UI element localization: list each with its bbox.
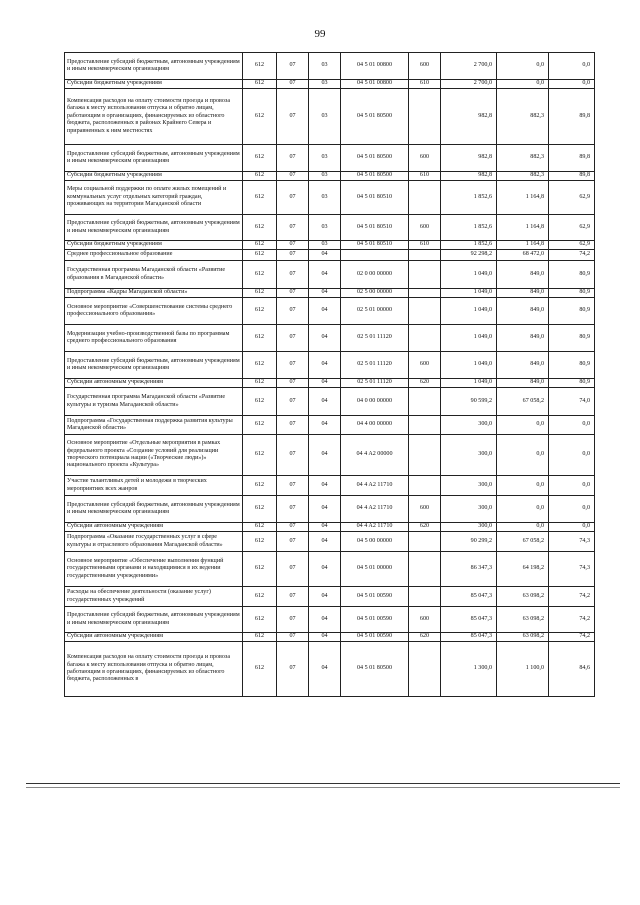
row-section: 07 bbox=[277, 587, 309, 607]
row-executed: 0,0 bbox=[497, 476, 549, 496]
row-target-code: 04 5 01 80510 bbox=[341, 215, 409, 241]
row-planned: 1 049,0 bbox=[441, 261, 497, 289]
row-expense-type bbox=[409, 416, 441, 435]
row-executed: 0,0 bbox=[497, 496, 549, 523]
table-row bbox=[65, 289, 595, 298]
row-name: Среднее профессиональное образование bbox=[65, 250, 243, 261]
row-ved: 612 bbox=[243, 215, 277, 241]
table-row bbox=[65, 250, 595, 261]
table-row bbox=[65, 325, 595, 352]
row-section: 07 bbox=[277, 642, 309, 697]
row-section: 07 bbox=[277, 145, 309, 172]
row-executed: 0,0 bbox=[497, 53, 549, 80]
row-ved: 612 bbox=[243, 435, 277, 476]
row-subsection: 03 bbox=[309, 145, 341, 172]
row-target-code: 04 5 01 80500 bbox=[341, 172, 409, 181]
row-expense-type bbox=[409, 388, 441, 416]
row-subsection: 03 bbox=[309, 89, 341, 145]
row-subsection: 04 bbox=[309, 416, 341, 435]
row-percent: 0,0 bbox=[549, 476, 595, 496]
row-planned: 2 700,0 bbox=[441, 80, 497, 89]
row-subsection: 03 bbox=[309, 80, 341, 89]
row-percent: 0,0 bbox=[549, 53, 595, 80]
row-ved: 612 bbox=[243, 476, 277, 496]
row-target-code: 04 5 01 00800 bbox=[341, 80, 409, 89]
row-executed: 849,0 bbox=[497, 379, 549, 388]
row-planned: 982,8 bbox=[441, 145, 497, 172]
row-name: Компенсация расходов на оплату стоимости проезда и провоза багажа к месту использования отпуска и обратно лицам, работающим в организациях, финансируемых из областного бюджета, расположенных в районах Крайнего Севера и приравненных к ним местностях bbox=[65, 89, 243, 145]
footer-rule bbox=[26, 783, 620, 784]
row-expense-type: 600 bbox=[409, 53, 441, 80]
page-number: 99 bbox=[314, 28, 326, 40]
row-percent: 80,9 bbox=[549, 325, 595, 352]
row-expense-type: 600 bbox=[409, 145, 441, 172]
row-expense-type bbox=[409, 298, 441, 325]
row-ved: 612 bbox=[243, 53, 277, 80]
row-ved: 612 bbox=[243, 250, 277, 261]
row-subsection: 03 bbox=[309, 215, 341, 241]
row-executed: 0,0 bbox=[497, 416, 549, 435]
row-percent: 0,0 bbox=[549, 523, 595, 532]
row-planned: 300,0 bbox=[441, 435, 497, 476]
row-expense-type: 600 bbox=[409, 607, 441, 633]
row-target-code: 04 5 01 80510 bbox=[341, 241, 409, 250]
row-target-code: 04 4 A2 11710 bbox=[341, 496, 409, 523]
row-subsection: 04 bbox=[309, 289, 341, 298]
row-ved: 612 bbox=[243, 532, 277, 552]
table-row bbox=[65, 379, 595, 388]
row-expense-type: 620 bbox=[409, 523, 441, 532]
row-planned: 85 047,3 bbox=[441, 633, 497, 642]
row-expense-type: 620 bbox=[409, 379, 441, 388]
row-target-code: 04 5 01 00800 bbox=[341, 53, 409, 80]
row-executed: 1 164,8 bbox=[497, 181, 549, 215]
row-planned: 90 599,2 bbox=[441, 388, 497, 416]
row-section: 07 bbox=[277, 261, 309, 289]
row-percent: 84,6 bbox=[549, 642, 595, 697]
row-expense-type bbox=[409, 532, 441, 552]
table-row bbox=[65, 435, 595, 476]
row-executed: 849,0 bbox=[497, 325, 549, 352]
row-executed: 882,3 bbox=[497, 89, 549, 145]
row-executed: 1 164,8 bbox=[497, 215, 549, 241]
budget-table bbox=[64, 52, 595, 697]
row-name: Субсидии бюджетным учреждениям bbox=[65, 80, 243, 89]
row-name: Основное мероприятие «Отдельные мероприятия в рамках федерального проекта «Создание условий для реализации творческого потенциала нации («Творческие люди»)» национального проекта «Культура» bbox=[65, 435, 243, 476]
row-executed: 63 098,2 bbox=[497, 587, 549, 607]
row-subsection: 03 bbox=[309, 53, 341, 80]
row-expense-type bbox=[409, 642, 441, 697]
row-planned: 85 047,3 bbox=[441, 607, 497, 633]
row-name: Субсидии автономным учреждениям bbox=[65, 633, 243, 642]
row-subsection: 04 bbox=[309, 352, 341, 379]
row-percent: 74,0 bbox=[549, 388, 595, 416]
row-name: Предоставление субсидий бюджетным, автономным учреждениям и иным некоммерческим организациям bbox=[65, 145, 243, 172]
row-planned: 1 049,0 bbox=[441, 379, 497, 388]
table-row bbox=[65, 476, 595, 496]
row-subsection: 04 bbox=[309, 607, 341, 633]
table-row bbox=[65, 80, 595, 89]
row-name: Субсидии бюджетным учреждениям bbox=[65, 241, 243, 250]
row-target-code: 04 4 A2 11710 bbox=[341, 476, 409, 496]
row-percent: 74,2 bbox=[549, 250, 595, 261]
row-expense-type: 620 bbox=[409, 633, 441, 642]
table-row bbox=[65, 416, 595, 435]
row-subsection: 04 bbox=[309, 642, 341, 697]
row-name: Субсидии автономным учреждениям bbox=[65, 379, 243, 388]
row-name: Компенсация расходов на оплату стоимости проезда и провоза багажа к месту использования отпуска и обратно лицам, работающим в организациях, финансируемых из областного бюджета, расположенных в bbox=[65, 642, 243, 697]
row-subsection: 04 bbox=[309, 379, 341, 388]
row-ved: 612 bbox=[243, 496, 277, 523]
table-body bbox=[65, 53, 595, 697]
row-name: Основное мероприятие «Обеспечение выполнения функций государственными органами и находящимися в их ведении государственными учреждениями» bbox=[65, 552, 243, 587]
row-executed: 67 058,2 bbox=[497, 388, 549, 416]
row-target-code: 04 5 01 80500 bbox=[341, 145, 409, 172]
row-planned: 86 347,3 bbox=[441, 552, 497, 587]
row-target-code: 02 5 01 11120 bbox=[341, 379, 409, 388]
row-name: Субсидии бюджетным учреждениям bbox=[65, 172, 243, 181]
row-ved: 612 bbox=[243, 80, 277, 89]
table-row bbox=[65, 532, 595, 552]
row-section: 07 bbox=[277, 633, 309, 642]
row-name: Участие талантливых детей и молодежи в творческих мероприятиях всех жанров bbox=[65, 476, 243, 496]
row-planned: 1 852,6 bbox=[441, 181, 497, 215]
row-name: Предоставление субсидий бюджетным, автономным учреждениям и иным некоммерческим организациям bbox=[65, 215, 243, 241]
table-row bbox=[65, 552, 595, 587]
row-executed: 63 098,2 bbox=[497, 633, 549, 642]
row-expense-type bbox=[409, 476, 441, 496]
row-percent: 74,2 bbox=[549, 633, 595, 642]
row-subsection: 04 bbox=[309, 633, 341, 642]
row-subsection: 03 bbox=[309, 181, 341, 215]
row-ved: 612 bbox=[243, 633, 277, 642]
row-subsection: 04 bbox=[309, 476, 341, 496]
row-ved: 612 bbox=[243, 181, 277, 215]
row-section: 07 bbox=[277, 523, 309, 532]
row-subsection: 04 bbox=[309, 552, 341, 587]
row-expense-type bbox=[409, 261, 441, 289]
row-section: 07 bbox=[277, 476, 309, 496]
row-executed: 63 098,2 bbox=[497, 607, 549, 633]
row-executed: 849,0 bbox=[497, 298, 549, 325]
row-section: 07 bbox=[277, 532, 309, 552]
row-planned: 982,8 bbox=[441, 172, 497, 181]
row-expense-type bbox=[409, 587, 441, 607]
row-subsection: 04 bbox=[309, 388, 341, 416]
row-ved: 612 bbox=[243, 552, 277, 587]
row-target-code: 04 5 01 80500 bbox=[341, 89, 409, 145]
row-percent: 74,3 bbox=[549, 552, 595, 587]
row-name: Предоставление субсидий бюджетным, автономным учреждениям и иным некоммерческим организациям bbox=[65, 607, 243, 633]
row-name: Предоставление субсидий бюджетным, автономным учреждениям и иным некоммерческим организациям bbox=[65, 496, 243, 523]
row-ved: 612 bbox=[243, 289, 277, 298]
row-ved: 612 bbox=[243, 379, 277, 388]
table-row bbox=[65, 388, 595, 416]
row-planned: 300,0 bbox=[441, 496, 497, 523]
table-row bbox=[65, 607, 595, 633]
row-target-code: 02 5 00 00000 bbox=[341, 289, 409, 298]
row-subsection: 03 bbox=[309, 172, 341, 181]
row-executed: 0,0 bbox=[497, 435, 549, 476]
row-ved: 612 bbox=[243, 325, 277, 352]
row-executed: 0,0 bbox=[497, 80, 549, 89]
row-ved: 612 bbox=[243, 642, 277, 697]
row-target-code: 02 0 00 00000 bbox=[341, 261, 409, 289]
row-executed: 1 164,8 bbox=[497, 241, 549, 250]
row-target-code: 04 5 01 00590 bbox=[341, 633, 409, 642]
row-percent: 80,9 bbox=[549, 289, 595, 298]
row-planned: 1 300,0 bbox=[441, 642, 497, 697]
row-section: 07 bbox=[277, 250, 309, 261]
row-target-code: 04 5 01 00000 bbox=[341, 552, 409, 587]
table-row bbox=[65, 215, 595, 241]
row-percent: 0,0 bbox=[549, 80, 595, 89]
row-planned: 1 049,0 bbox=[441, 289, 497, 298]
row-section: 07 bbox=[277, 416, 309, 435]
row-ved: 612 bbox=[243, 607, 277, 633]
row-planned: 300,0 bbox=[441, 523, 497, 532]
table-row bbox=[65, 298, 595, 325]
table-row bbox=[65, 261, 595, 289]
table-row bbox=[65, 642, 595, 697]
row-name: Субсидии автономным учреждениям bbox=[65, 523, 243, 532]
row-executed: 64 198,2 bbox=[497, 552, 549, 587]
row-executed: 67 058,2 bbox=[497, 532, 549, 552]
row-expense-type: 600 bbox=[409, 215, 441, 241]
row-subsection: 04 bbox=[309, 298, 341, 325]
row-percent: 0,0 bbox=[549, 416, 595, 435]
row-executed: 882,3 bbox=[497, 172, 549, 181]
row-target-code: 04 5 01 00590 bbox=[341, 587, 409, 607]
row-ved: 612 bbox=[243, 298, 277, 325]
row-executed: 849,0 bbox=[497, 261, 549, 289]
row-ved: 612 bbox=[243, 587, 277, 607]
row-subsection: 04 bbox=[309, 325, 341, 352]
row-planned: 1 852,6 bbox=[441, 241, 497, 250]
row-name: Расходы на обеспечение деятельности (оказание услуг) государственных учреждений bbox=[65, 587, 243, 607]
row-name: Модернизация учебно-производственной базы по программам среднего профессионального образования bbox=[65, 325, 243, 352]
row-percent: 62,9 bbox=[549, 241, 595, 250]
row-section: 07 bbox=[277, 607, 309, 633]
row-subsection: 04 bbox=[309, 435, 341, 476]
footer-rule-thin bbox=[26, 787, 620, 788]
row-name: Государственная программа Магаданской области «Развитие образования в Магаданской области» bbox=[65, 261, 243, 289]
row-expense-type bbox=[409, 289, 441, 298]
row-percent: 80,9 bbox=[549, 261, 595, 289]
row-executed: 68 472,0 bbox=[497, 250, 549, 261]
row-expense-type bbox=[409, 181, 441, 215]
row-percent: 80,9 bbox=[549, 298, 595, 325]
row-percent: 74,2 bbox=[549, 587, 595, 607]
row-ved: 612 bbox=[243, 145, 277, 172]
row-name: Подпрограмма «Кадры Магаданской области» bbox=[65, 289, 243, 298]
row-expense-type bbox=[409, 250, 441, 261]
row-expense-type: 600 bbox=[409, 352, 441, 379]
row-target-code: 04 5 00 00000 bbox=[341, 532, 409, 552]
row-section: 07 bbox=[277, 289, 309, 298]
row-target-code bbox=[341, 250, 409, 261]
row-planned: 2 700,0 bbox=[441, 53, 497, 80]
row-expense-type: 610 bbox=[409, 172, 441, 181]
row-planned: 1 049,0 bbox=[441, 325, 497, 352]
row-name: Меры социальной поддержки по оплате жилых помещений и коммунальных услуг отдельных категорий граждан, проживающих на территории Магаданской области bbox=[65, 181, 243, 215]
row-percent: 74,2 bbox=[549, 607, 595, 633]
row-section: 07 bbox=[277, 388, 309, 416]
table-row bbox=[65, 181, 595, 215]
row-expense-type: 600 bbox=[409, 496, 441, 523]
row-percent: 0,0 bbox=[549, 435, 595, 476]
row-executed: 1 100,0 bbox=[497, 642, 549, 697]
row-planned: 1 852,6 bbox=[441, 215, 497, 241]
row-target-code: 04 0 00 00000 bbox=[341, 388, 409, 416]
row-planned: 92 298,2 bbox=[441, 250, 497, 261]
row-expense-type bbox=[409, 89, 441, 145]
row-percent: 89,8 bbox=[549, 145, 595, 172]
row-name: Основное мероприятие «Совершенствование системы среднего профессионального образования» bbox=[65, 298, 243, 325]
row-target-code: 02 5 01 11120 bbox=[341, 325, 409, 352]
row-executed: 882,3 bbox=[497, 145, 549, 172]
row-section: 07 bbox=[277, 379, 309, 388]
row-section: 07 bbox=[277, 552, 309, 587]
row-section: 07 bbox=[277, 89, 309, 145]
row-planned: 982,8 bbox=[441, 89, 497, 145]
row-section: 07 bbox=[277, 496, 309, 523]
row-executed: 849,0 bbox=[497, 352, 549, 379]
row-section: 07 bbox=[277, 80, 309, 89]
row-section: 07 bbox=[277, 435, 309, 476]
row-target-code: 04 4 A2 11710 bbox=[341, 523, 409, 532]
row-planned: 85 047,3 bbox=[441, 587, 497, 607]
row-name: Подпрограмма «Государственная поддержка развития культуры Магаданской области» bbox=[65, 416, 243, 435]
row-section: 07 bbox=[277, 181, 309, 215]
row-percent: 89,8 bbox=[549, 89, 595, 145]
row-percent: 62,9 bbox=[549, 215, 595, 241]
row-expense-type: 610 bbox=[409, 80, 441, 89]
row-ved: 612 bbox=[243, 523, 277, 532]
row-ved: 612 bbox=[243, 241, 277, 250]
row-name: Подпрограмма «Оказание государственных услуг в сфере культуры и отраслевого образования Магаданской области» bbox=[65, 532, 243, 552]
table-row bbox=[65, 352, 595, 379]
row-ved: 612 bbox=[243, 388, 277, 416]
table-row bbox=[65, 145, 595, 172]
row-subsection: 04 bbox=[309, 523, 341, 532]
row-target-code: 04 5 01 80500 bbox=[341, 642, 409, 697]
row-planned: 1 049,0 bbox=[441, 352, 497, 379]
row-section: 07 bbox=[277, 53, 309, 80]
row-name: Предоставление субсидий бюджетным, автономным учреждениям и иным некоммерческим организациям bbox=[65, 53, 243, 80]
row-name: Предоставление субсидий бюджетным, автономным учреждениям и иным некоммерческим организациям bbox=[65, 352, 243, 379]
table-row bbox=[65, 633, 595, 642]
row-percent: 0,0 bbox=[549, 496, 595, 523]
row-subsection: 03 bbox=[309, 241, 341, 250]
row-planned: 300,0 bbox=[441, 416, 497, 435]
row-planned: 300,0 bbox=[441, 476, 497, 496]
row-expense-type: 610 bbox=[409, 241, 441, 250]
row-section: 07 bbox=[277, 241, 309, 250]
row-section: 07 bbox=[277, 325, 309, 352]
row-executed: 0,0 bbox=[497, 523, 549, 532]
table-row bbox=[65, 523, 595, 532]
table-row bbox=[65, 172, 595, 181]
row-target-code: 02 5 01 11120 bbox=[341, 352, 409, 379]
row-percent: 80,9 bbox=[549, 379, 595, 388]
row-target-code: 04 4 A2 00000 bbox=[341, 435, 409, 476]
row-subsection: 04 bbox=[309, 587, 341, 607]
row-section: 07 bbox=[277, 352, 309, 379]
row-expense-type bbox=[409, 325, 441, 352]
table-row bbox=[65, 241, 595, 250]
row-percent: 74,3 bbox=[549, 532, 595, 552]
row-percent: 89,8 bbox=[549, 172, 595, 181]
row-section: 07 bbox=[277, 298, 309, 325]
row-ved: 612 bbox=[243, 172, 277, 181]
row-ved: 612 bbox=[243, 416, 277, 435]
row-target-code: 04 4 00 00000 bbox=[341, 416, 409, 435]
row-subsection: 04 bbox=[309, 261, 341, 289]
row-section: 07 bbox=[277, 215, 309, 241]
row-ved: 612 bbox=[243, 261, 277, 289]
table-row bbox=[65, 587, 595, 607]
row-target-code: 04 5 01 00590 bbox=[341, 607, 409, 633]
table-row bbox=[65, 53, 595, 80]
row-percent: 80,9 bbox=[549, 352, 595, 379]
row-planned: 1 049,0 bbox=[441, 298, 497, 325]
budget-table-wrapper bbox=[64, 52, 594, 697]
row-subsection: 04 bbox=[309, 532, 341, 552]
row-planned: 90 299,2 bbox=[441, 532, 497, 552]
row-section: 07 bbox=[277, 172, 309, 181]
table-row bbox=[65, 89, 595, 145]
row-expense-type bbox=[409, 552, 441, 587]
row-percent: 62,9 bbox=[549, 181, 595, 215]
row-target-code: 04 5 01 80510 bbox=[341, 181, 409, 215]
row-subsection: 04 bbox=[309, 496, 341, 523]
row-expense-type bbox=[409, 435, 441, 476]
row-executed: 849,0 bbox=[497, 289, 549, 298]
row-name: Государственная программа Магаданской области «Развитие культуры и туризма Магаданской области» bbox=[65, 388, 243, 416]
row-subsection: 04 bbox=[309, 250, 341, 261]
row-ved: 612 bbox=[243, 89, 277, 145]
row-target-code: 02 5 01 00000 bbox=[341, 298, 409, 325]
table-row bbox=[65, 496, 595, 523]
row-ved: 612 bbox=[243, 352, 277, 379]
